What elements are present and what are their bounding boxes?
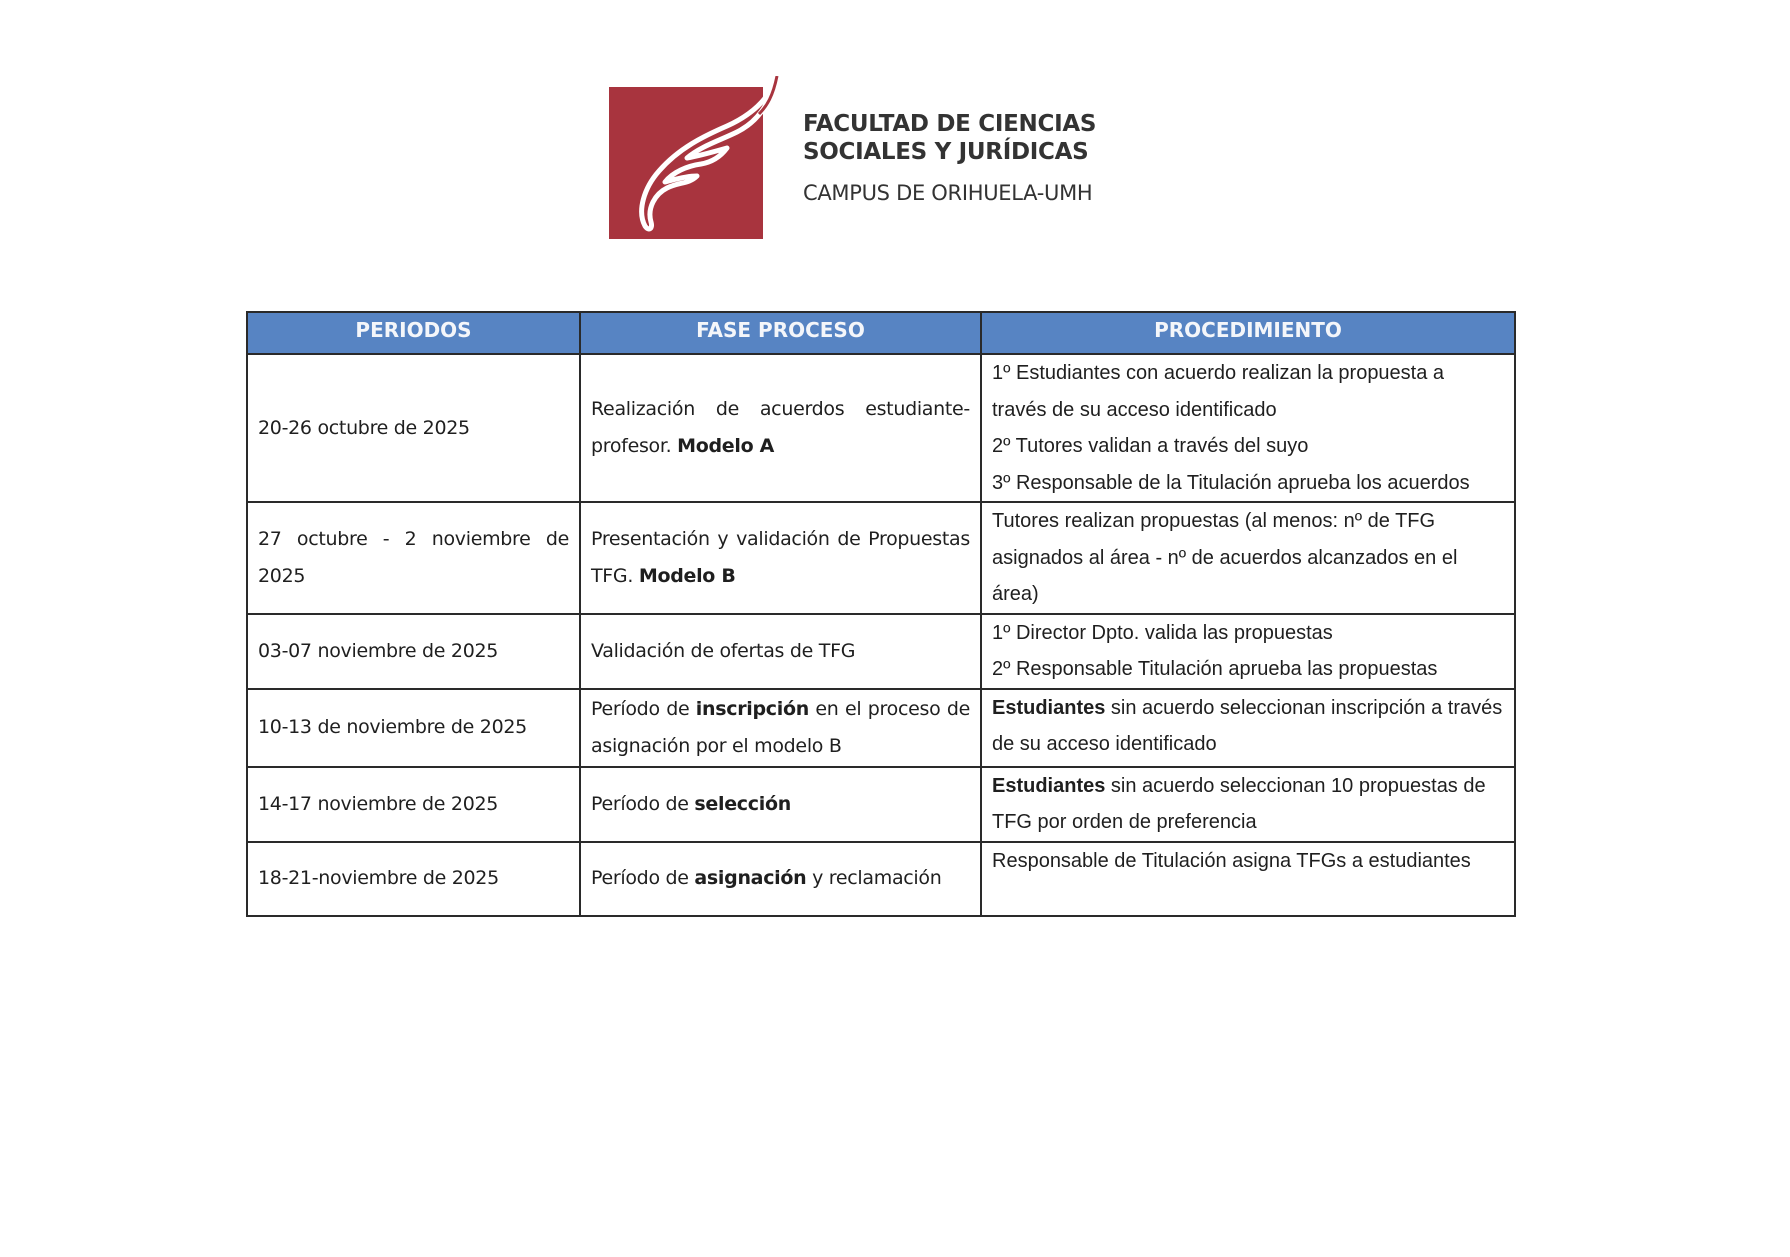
faculty-wing-logo	[609, 76, 789, 241]
faculty-name	[803, 110, 1096, 206]
fase-emphasis: asignación	[694, 867, 807, 889]
procedimiento-step	[992, 503, 1504, 613]
fase-text-post: y reclamación	[806, 867, 942, 889]
fase-cell	[580, 842, 981, 916]
fase-cell	[580, 767, 981, 842]
procedimiento-step	[992, 843, 1504, 880]
procedimiento-step	[992, 615, 1504, 652]
procedimiento-step	[992, 651, 1504, 688]
fase-cell	[580, 689, 981, 767]
header-fase-proceso: FASE PROCESO	[580, 312, 981, 354]
table-row	[247, 354, 1515, 502]
procedimiento-step	[992, 690, 1504, 763]
fase-emphasis: Modelo B	[638, 564, 736, 587]
procedimiento-step	[992, 428, 1504, 465]
tfg-schedule-table	[246, 311, 1516, 917]
procedimiento-text: 2º Tutores validan a través del suyo	[992, 435, 1309, 457]
periodo-cell: 27 octubre - 2 noviembre de 2025	[247, 502, 580, 614]
fase-emphasis: inscripción	[695, 697, 809, 720]
fase-emphasis: selección	[694, 792, 791, 815]
procedimiento-cell	[981, 842, 1515, 916]
fase-emphasis: Modelo A	[677, 435, 775, 457]
table-row	[247, 767, 1515, 842]
procedimiento-text: Tutores realizan propuestas (al menos: nº de TFG asignados al área - nº de acuerdos alcanzados en el área)	[992, 510, 1458, 605]
procedimiento-text: 2º Responsable Titulación aprueba las propuestas	[992, 658, 1438, 680]
procedimiento-cell	[981, 689, 1515, 767]
procedimiento-text: 3º Responsable de la Titulación aprueba los acuerdos	[992, 471, 1470, 494]
table-row	[247, 842, 1515, 916]
procedimiento-cell	[981, 614, 1515, 689]
procedimiento-step	[992, 355, 1504, 428]
campus-name: CAMPUS DE ORIHUELA-UMH	[803, 181, 1093, 205]
faculty-name-line1: FACULTAD DE CIENCIAS	[803, 111, 1097, 137]
fase-text: Período de	[591, 867, 695, 889]
fase-cell	[580, 502, 981, 614]
periodo-cell: 20-26 octubre de 2025	[247, 354, 580, 502]
periodo-cell: 18-21-noviembre de 2025	[247, 842, 580, 916]
periodo-cell: 14-17 noviembre de 2025	[247, 767, 580, 842]
fase-cell	[580, 614, 981, 689]
periodo-cell: 10-13 de noviembre de 2025	[247, 689, 580, 767]
header-periodos: PERIODOS	[247, 312, 580, 354]
procedimiento-cell	[981, 767, 1515, 842]
procedimiento-text: sin acuerdo seleccionan inscripción a través de su acceso identificado	[992, 696, 1503, 755]
logo-square	[609, 87, 763, 239]
procedimiento-emphasis: Estudiantes	[992, 696, 1106, 719]
procedimiento-cell	[981, 354, 1515, 502]
fase-text: Período de	[591, 792, 695, 815]
faculty-name-line2: SOCIALES Y JURÍDICAS	[803, 139, 1089, 165]
periodo-cell: 03-07 noviembre de 2025	[247, 614, 580, 689]
procedimiento-text: 1º Estudiantes con acuerdo realizan la propuesta a través de su acceso identificado	[992, 362, 1445, 421]
table-header-row	[247, 312, 1515, 354]
fase-text: Período de	[591, 697, 696, 720]
fase-text: Validación de ofertas de TFG	[591, 639, 856, 662]
fase-cell	[580, 354, 981, 502]
header-procedimiento: PROCEDIMIENTO	[981, 312, 1515, 354]
fase-text: Realización de acuerdos estudiante-profesor.	[591, 398, 970, 457]
table-row	[247, 614, 1515, 689]
table-row	[247, 689, 1515, 767]
procedimiento-text: Responsable de Titulación asigna TFGs a estudiantes	[992, 849, 1471, 872]
procedimiento-text: sin acuerdo seleccionan 10 propuestas de TFG por orden de preferencia	[992, 774, 1486, 833]
procedimiento-cell	[981, 502, 1515, 614]
fase-text-post: en el proceso de asignación por el modelo B	[591, 697, 970, 757]
procedimiento-text: 1º Director Dpto. valida las propuestas	[992, 621, 1333, 644]
procedimiento-step	[992, 768, 1504, 841]
procedimiento-step	[992, 465, 1504, 502]
fase-text: Presentación y validación de Propuestas TFG.	[591, 527, 970, 587]
procedimiento-emphasis: Estudiantes	[992, 774, 1106, 797]
table-row	[247, 502, 1515, 614]
